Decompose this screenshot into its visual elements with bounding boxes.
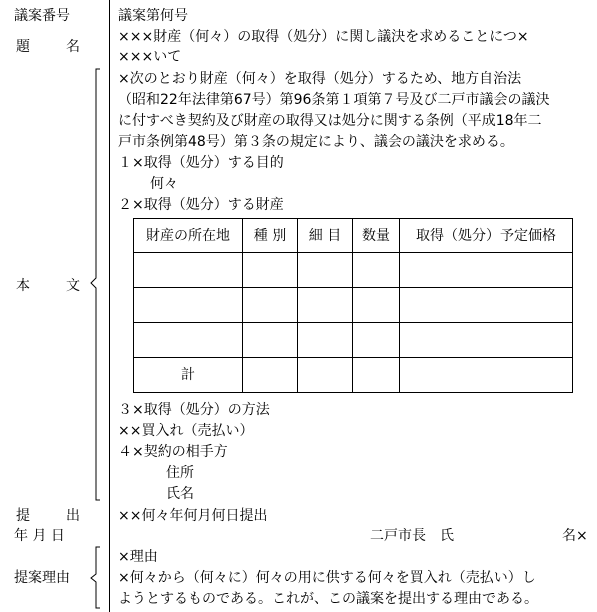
- table-cell: [298, 253, 353, 288]
- body-label-1: 本: [16, 278, 30, 294]
- item-2-heading: ２×取得（処分）する財産: [118, 197, 284, 213]
- submit-label-2: 出: [66, 508, 80, 524]
- item-3-heading: ３×取得（処分）の方法: [118, 402, 270, 418]
- header-quantity: 数量: [353, 219, 400, 253]
- item-4-heading: ４×契約の相手方: [118, 444, 228, 460]
- submit-date: ××何々年何月何日提出: [118, 508, 268, 524]
- title-label-2: 名: [66, 39, 80, 55]
- body-line-4: 戸市条例第48号）第３条の規定により、議会の議決を求める。: [118, 134, 514, 150]
- item-4-address: 住所: [166, 465, 194, 481]
- table-header-row: [134, 219, 573, 253]
- item-1-heading: １×取得（処分）する目的: [118, 155, 284, 171]
- divider-line: [109, 0, 110, 612]
- table-row: [134, 323, 573, 358]
- body-label-2: 文: [66, 278, 80, 294]
- mayor-title: 二戸市長 氏: [370, 528, 454, 544]
- table-cell: [298, 358, 353, 393]
- title-line-2: ×××いて: [118, 49, 182, 65]
- table-cell: [243, 288, 298, 323]
- table-cell: [400, 288, 573, 323]
- header-location: 財産の所在地: [134, 219, 243, 253]
- reason-line-1: ×何々から（何々に）何々の用に供する何々を買入れ（売払い）し: [118, 570, 536, 586]
- header-price: 取得（処分）予定価格: [400, 219, 573, 253]
- table-cell: [134, 253, 243, 288]
- table-total-row: [134, 358, 573, 393]
- table-cell: [298, 288, 353, 323]
- table-cell: [134, 323, 243, 358]
- header-detail: 細 目: [298, 219, 353, 253]
- table-cell: [243, 253, 298, 288]
- table-cell: [400, 253, 573, 288]
- mayor-name: 名×: [562, 528, 588, 544]
- table-cell: [353, 323, 400, 358]
- bill-number-label: 議案番号: [14, 8, 70, 24]
- reason-line-2: ようとするものである。これが、この議案を提出する理由である。: [118, 591, 538, 607]
- table-cell: [243, 323, 298, 358]
- title-line-1: ×××財産（何々）の取得（処分）に関し議決を求めることにつ×: [118, 29, 529, 45]
- item-1-value: 何々: [150, 176, 178, 192]
- table-cell: [243, 358, 298, 393]
- body-line-2: （昭和22年法律第67号）第96条第１項第７号及び二戸市議会の議決: [118, 92, 550, 108]
- submit-label-1: 提: [16, 508, 30, 524]
- body-line-3: に付すべき契約及び財産の取得又は処分に関する条例（平成18年二: [118, 113, 542, 129]
- body-brace: [90, 68, 104, 502]
- reason-brace: [90, 546, 104, 610]
- total-label: 計: [134, 358, 243, 393]
- submit-date-label: 年 月 日: [14, 528, 65, 544]
- table-row: [134, 253, 573, 288]
- item-3-value: ××買入れ（売払い）: [118, 423, 254, 439]
- table-cell: [353, 253, 400, 288]
- table-cell: [353, 358, 400, 393]
- table-cell: [400, 358, 573, 393]
- body-line-1: ×次のとおり財産（何々）を取得（処分）するため、地方自治法: [118, 71, 522, 87]
- table-row: [134, 288, 573, 323]
- bill-number: 議案第何号: [118, 8, 188, 24]
- title-label-1: 題: [16, 39, 30, 55]
- table-cell: [134, 288, 243, 323]
- table-cell: [298, 323, 353, 358]
- table-cell: [353, 288, 400, 323]
- item-4-name: 氏名: [166, 486, 194, 502]
- reason-heading: ×理由: [118, 549, 158, 565]
- property-table: [133, 218, 573, 393]
- header-type: 種 別: [243, 219, 298, 253]
- reason-label: 提案理由: [14, 570, 70, 586]
- table-cell: [400, 323, 573, 358]
